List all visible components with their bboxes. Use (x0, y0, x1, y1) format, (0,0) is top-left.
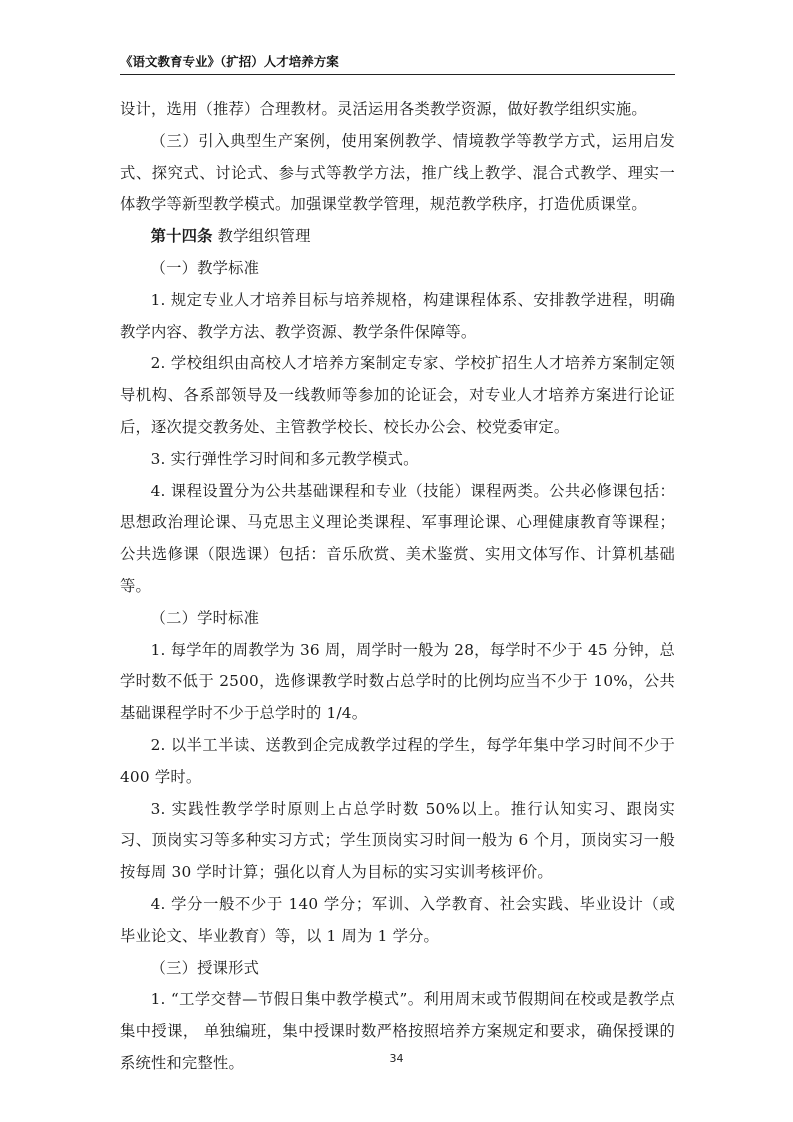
running-header: 《语文教育专业》（扩招）人才培养方案 (120, 54, 339, 69)
list-item: 2. 学校组织由高校人才培养方案制定专家、学校扩招生人才培养方案制定领导机构、各系部领导及一线教师等参加的论证会，对专业人才培养方案进行论证后，逐次提交教务处、主管教学校长、校长办公会、校党委审定。 (120, 354, 675, 436)
paragraph: （三）引入典型生产案例，使用案例教学、情境教学等教学方式，运用启发式、探究式、讨论式、参与式等教学方法，推广线上教学、混合式教学、理实一体教学等新型教学模式。加强课堂教学管理，规范教学秩序，打造优质课堂。 (120, 131, 675, 214)
list-item: 1. “工学交替—节假日集中教学模式”。利用周末或节假期间在校或是教学点集中授课， 单独编班，集中授课时数严格按照培养方案规定和要求，确保授课的系统性和完整性。 (120, 990, 675, 1072)
subsection-heading: （二）学时标准 (150, 608, 260, 627)
subsection-heading: （一）教学标准 (150, 258, 260, 277)
header-divider (120, 74, 675, 75)
article-label: 第十四条 (150, 227, 213, 246)
list-item: 4. 课程设置分为公共基础课程和专业（技能）课程两类。公共必修课包括：思想政治理论课、马克思主义理论类课程、军事理论课、心理健康教育等课程；公共选修课（限选课）包括：音乐欣赏、美术鉴赏、实用文体写作、计算机基础等。 (120, 481, 675, 595)
list-item: 1. 规定专业人才培养目标与培养规格，构建课程体系、安排教学进程，明确教学内容、教学方法、教学资源、教学条件保障等。 (120, 290, 675, 341)
document-body (120, 94, 675, 1080)
list-item: 4. 学分一般不少于 140 学分；军训、入学教育、社会实践、毕业设计（或毕业论文、毕业教育）等，以 1 周为 1 学分。 (120, 894, 675, 945)
list-item: 2. 以半工半读、送教到企完成教学过程的学生，每学年集中学习时间不少于 400 学时。 (120, 735, 675, 786)
article-title: 教学组织管理 (212, 227, 311, 246)
page-number: 34 (389, 1052, 404, 1065)
article-heading (120, 221, 675, 253)
list-item: 3. 实行弹性学习时间和多元教学模式。 (150, 449, 419, 468)
paragraph: 设计，选用（推荐）合理教材。灵活运用各类教学资源，做好教学组织实施。 (120, 100, 647, 118)
subsection-heading: （三）授课形式 (150, 958, 260, 977)
list-item: 3. 实践性教学学时原则上占总学时数 50%以上。推行认知实习、跟岗实习、顶岗实习等多种实习方式；学生顶岗实习时间一般为 6 个月，顶岗实习一般按每周 30 学时计算；强化以育人为目标的实习实训考核评价。 (120, 799, 675, 882)
list-item: 1. 每学年的周教学为 36 周，周学时一般为 28，每学时不少于 45 分钟，总学时数不低于 2500，选修课教学时数占总学时的比例均应当不少于 10%，公共基础课程学时不少于总学时的 1/4。 (120, 640, 675, 723)
